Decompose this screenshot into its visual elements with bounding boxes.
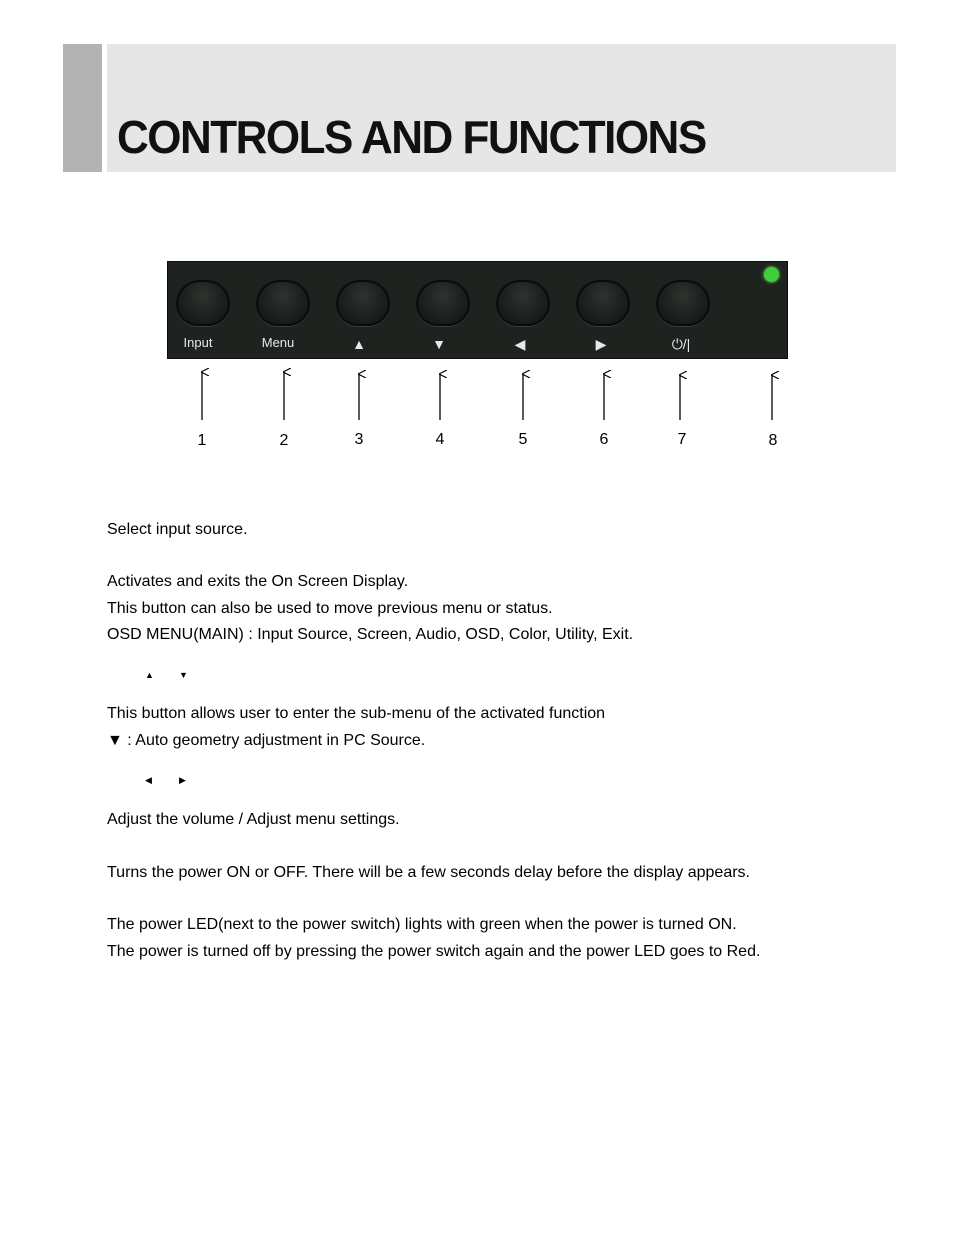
page-title: CONTROLS AND FUNCTIONS (117, 112, 706, 164)
left-triangle-small-icon: ◀ (145, 775, 152, 785)
power-icon: ⏻/| (671, 336, 691, 352)
down-triangle-icon: ▼ (432, 336, 446, 352)
power-description: Turns the power ON or OFF. There will be a few seconds delay before the display appears. (107, 864, 750, 881)
input-button-label: Input (183, 335, 213, 350)
menu-button-cap (256, 280, 310, 326)
callout-number-1: 1 (197, 432, 207, 449)
right-button-cap (576, 280, 630, 326)
callout-number-3: 3 (354, 431, 364, 448)
callout-number-5: 5 (518, 431, 528, 448)
callout-number-6: 6 (599, 431, 609, 448)
control-panel-image (167, 261, 788, 359)
left-button-cap (496, 280, 550, 326)
menu-description-3: OSD MENU(MAIN) : Input Source, Screen, Audio, OSD, Color, Utility, Exit. (107, 626, 634, 643)
callout-number-4: 4 (435, 431, 445, 448)
right-triangle-icon: ▶ (595, 336, 607, 352)
power-button-cap (656, 280, 710, 326)
down-triangle-small-icon: ▼ (179, 670, 188, 680)
left-right-heading (145, 775, 213, 785)
right-triangle-small-icon: ▶ (179, 775, 186, 785)
up-button-cap (336, 280, 390, 326)
updown-description-1: This button allows user to enter the sub-menu of the activated function (107, 705, 606, 722)
led-description-1: The power LED(next to the power switch) lights with green when the power is turned ON. (107, 916, 737, 933)
header-divider (102, 44, 107, 172)
input-description: Select input source. (107, 521, 248, 538)
down-button-cap (416, 280, 470, 326)
menu-button-label: Menu (261, 335, 295, 350)
menu-description-2: This button can also be used to move previous menu or status. (107, 600, 553, 617)
up-triangle-icon: ▲ (352, 336, 366, 352)
power-led-icon (764, 267, 779, 282)
led-description-2: The power is turned off by pressing the power switch again and the power LED goes to Red. (107, 943, 761, 960)
up-down-heading (145, 670, 213, 680)
left-triangle-icon: ◀ (514, 336, 526, 352)
input-button-cap (176, 280, 230, 326)
leftright-description: Adjust the volume / Adjust menu settings. (107, 811, 400, 828)
up-triangle-small-icon: ▲ (145, 670, 154, 680)
callout-number-8: 8 (768, 432, 778, 449)
updown-description-2: ▼ : Auto geometry adjustment in PC Source. (107, 732, 426, 749)
callout-number-7: 7 (677, 431, 687, 448)
menu-description-1: Activates and exits the On Screen Display. (107, 573, 409, 590)
header-tab-decoration (63, 44, 102, 172)
callout-arrows (167, 362, 788, 457)
callout-diagram (167, 362, 788, 457)
callout-number-2: 2 (279, 432, 289, 449)
